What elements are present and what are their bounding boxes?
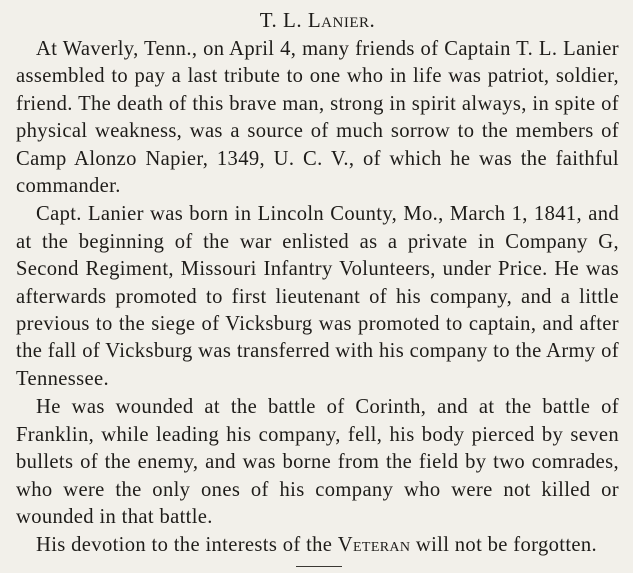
paragraph-devotion [16, 532, 619, 559]
paragraph-biography: Capt. Lanier was born in Lincoln County, Mo., March 1, 1841, and at the beginning of the war enlisted as a private in Company G, Second Regiment, Missouri Infantry Volunteers, under Price. He was afterwards promoted to first lieutenant of his company, and a little previous to the siege of Vicksburg was promoted to captain, and after the fall of Vicksburg was transferred with his company to the Army of Tennessee. [16, 203, 619, 390]
paragraph-memorial: At Waverly, Tenn., on April 4, many friends of Captain T. L. Lanier assembled to pay a last tribute to one who in life was patriot, soldier, friend. The death of this brave man, strong in spirit always, in spite of physical weakness, was a source of much sorrow to the members of Camp Alonzo Napier, 1349, U. C. V., of which he was the faithful commander. [16, 38, 619, 198]
article-title [16, 6, 619, 34]
article-title-text: T. L. Lanier. [259, 8, 376, 32]
section-divider [296, 566, 342, 567]
devotion-text-before: His devotion to the interests of the [36, 534, 338, 557]
devotion-text-after: will not be forgotten. [410, 534, 598, 557]
paragraph-battles: He was wounded at the battle of Corinth, and at the battle of Franklin, while leading his company, fell, his body pierced by seven bullets of the enemy, and was borne from the field by two comrades, who were the only ones of his company who were not killed or wounded in that battle. [16, 396, 619, 528]
veteran-smallcaps: Veteran [337, 534, 411, 557]
